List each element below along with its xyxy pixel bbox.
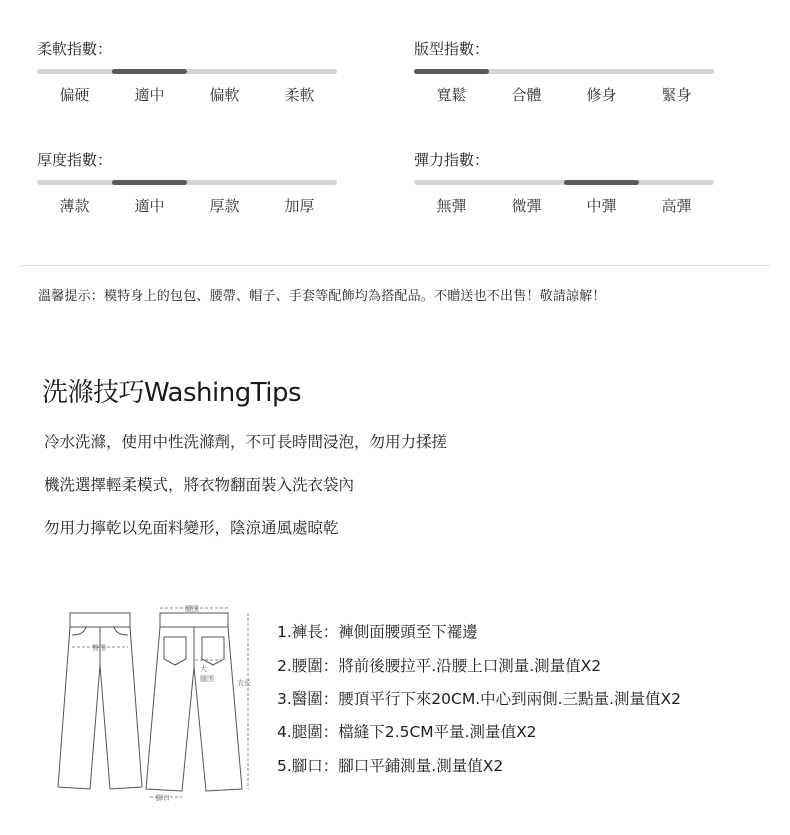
elasticity-index-title: 彈力指數： (414, 151, 490, 169)
fit-index-title: 版型指數： (414, 40, 490, 58)
softness-option: 偏軟 (209, 86, 240, 104)
softness-index-title: 柔軟指數： (37, 40, 113, 58)
thickness-option: 適中 (134, 197, 165, 215)
softness-index-bar (37, 69, 337, 74)
elasticity-option: 微彈 (511, 197, 542, 215)
thigh-label-1: 大 (200, 665, 207, 673)
fit-index-bar (414, 69, 714, 74)
thickness-option: 厚款 (209, 197, 240, 215)
softness-index (37, 38, 337, 105)
fit-option: 合體 (511, 86, 542, 104)
washing-tips-title: 洗滌技巧WashingTips (42, 378, 302, 408)
pants-front-drawing (58, 613, 142, 789)
washing-tip-line: 機洗選擇輕柔模式，將衣物翻面裝入洗衣袋內 (44, 476, 355, 494)
hip-label: 臀围 (92, 644, 106, 652)
softness-option: 偏硬 (59, 86, 90, 104)
softness-index-bar-fill (112, 69, 187, 74)
fit-index (414, 38, 714, 105)
accessory-notice: 溫馨提示：模特身上的包包、腰帶、帽子、手套等配飾均為搭配品。不贈送也不出售！敬請諒解！ (38, 289, 606, 304)
pants-measurement-diagram (50, 605, 260, 805)
elasticity-index (414, 149, 714, 216)
elasticity-option: 中彈 (586, 197, 617, 215)
measurement-line: 2.腰圍：將前後腰拉平.沿腰上口測量.測量值X2 (277, 657, 602, 675)
fit-option: 修身 (586, 86, 617, 104)
elasticity-option: 高彈 (661, 197, 692, 215)
fit-option: 寬鬆 (436, 86, 467, 104)
section-divider (20, 265, 770, 266)
pants-back-drawing (146, 613, 242, 791)
thickness-index (37, 149, 337, 216)
thigh-label-2: 腿围 (200, 675, 214, 683)
elasticity-option: 無彈 (436, 197, 467, 215)
elasticity-index-bar-fill (564, 180, 639, 185)
waist-label: 腰围 (185, 605, 199, 613)
thickness-index-bar (37, 180, 337, 185)
fit-index-bar-fill (414, 69, 489, 74)
elasticity-index-bar (414, 180, 714, 185)
measurement-line: 3.醫圍：腰頂平行下來20CM.中心到兩側.三點量.測量值X2 (277, 690, 681, 708)
thickness-option: 薄款 (59, 197, 90, 215)
measurement-line: 4.腿圍：檔縫下2.5CM平量.測量值X2 (277, 723, 537, 741)
length-label: 衣长 (237, 679, 251, 687)
softness-option: 柔軟 (284, 86, 315, 104)
hem-label: 脚口 (156, 794, 170, 802)
thickness-option: 加厚 (284, 197, 315, 215)
washing-tip-line: 勿用力擰乾以免面料變形，陰涼通風處晾乾 (44, 519, 339, 537)
measurement-line: 1.褲長：褲側面腰頭至下襬邊 (277, 623, 478, 641)
washing-tip-line: 冷水洗滌，使用中性洗滌劑，不可長時間浸泡，勿用力揉搓 (44, 433, 448, 451)
thickness-index-title: 厚度指數： (37, 151, 113, 169)
fit-option: 緊身 (661, 86, 692, 104)
softness-option: 適中 (134, 86, 165, 104)
measurement-line: 5.腳口：腳口平鋪測量.測量值X2 (277, 757, 504, 775)
thickness-index-bar-fill (112, 180, 187, 185)
